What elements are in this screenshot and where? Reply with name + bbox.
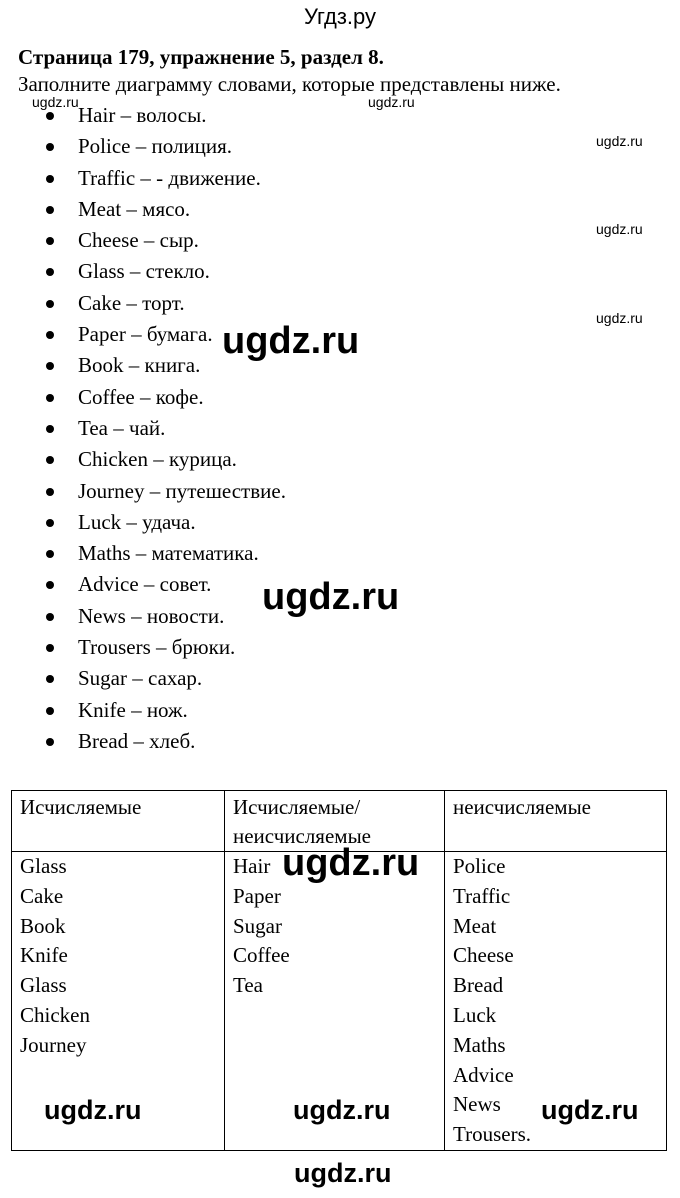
watermark: ugdz.ru (294, 1158, 392, 1188)
cell-word: Glass (20, 973, 67, 998)
list-item: Chicken – курица. (0, 444, 286, 475)
list-item: Cake – торт. (0, 288, 286, 319)
cell-word: Book (20, 913, 66, 938)
header-both: Исчисляемые/ неисчисляемые (225, 791, 445, 852)
bullet-icon (46, 644, 54, 652)
cell-word: Cake (20, 883, 64, 908)
bullet-icon (46, 394, 54, 402)
header-uncountable: неисчисляемые (445, 791, 667, 852)
bullet-icon (46, 331, 54, 339)
list-item: Police – полиция. (0, 131, 286, 162)
list-item: Traffic – - движение. (0, 163, 286, 194)
bullet-icon (46, 362, 54, 370)
bullet-icon (46, 175, 54, 183)
cell-word: Journey (20, 1032, 87, 1057)
list-item: Maths – математика. (0, 538, 286, 569)
bullet-icon (46, 206, 54, 214)
watermark: ugdz.ru (596, 133, 643, 149)
cell-word: Sugar (233, 913, 282, 938)
cell-word: Chicken (20, 1002, 90, 1027)
watermark: ugdz.ru (596, 221, 643, 237)
bullet-icon (46, 738, 54, 746)
list-item: Tea – чай. (0, 413, 286, 444)
cell-word: Luck (453, 1002, 497, 1027)
watermark: ugdz.ru (32, 94, 79, 110)
watermark: ugdz.ru (282, 842, 420, 884)
site-title: Угдз.ру (303, 4, 377, 29)
cell-word: Police (453, 854, 506, 878)
list-item: Trousers – брюки. (0, 632, 286, 663)
list-item: Cheese – сыр. (0, 225, 286, 256)
bullet-icon (46, 112, 54, 120)
cell-word: Knife (20, 943, 68, 968)
list-item: Book – книга. (0, 350, 286, 381)
cell-word: Cheese (453, 943, 514, 968)
bullet-icon (46, 707, 54, 715)
cell-word: Hair (233, 854, 271, 878)
list-item: Paper – бумага. (0, 319, 286, 350)
bullet-icon (46, 268, 54, 276)
list-item: Sugar – сахар. (0, 663, 286, 694)
watermark: ugdz.ru (44, 1095, 142, 1125)
list-item: Bread – хлеб. (0, 726, 286, 757)
cell-word: Maths (453, 1032, 506, 1057)
list-item: Advice – совет. (0, 569, 286, 600)
list-item: Meat – мясо. (0, 194, 286, 225)
cell-word: Trousers. (453, 1122, 531, 1147)
bullet-icon (46, 237, 54, 245)
list-item: Knife – нож. (0, 695, 286, 726)
header-countable: Исчисляемые (12, 791, 225, 852)
list-item: Journey – путешествие. (0, 476, 286, 507)
cell-word: Bread (453, 973, 504, 998)
watermark: ugdz.ru (262, 576, 400, 618)
bullet-icon (46, 550, 54, 558)
list-item: Coffee – кофе. (0, 382, 286, 413)
list-item: Hair – волосы. (0, 100, 286, 131)
cell-word: Paper (233, 883, 281, 908)
watermark: ugdz.ru (541, 1095, 639, 1125)
cell-word: Coffee (233, 943, 290, 968)
cell-word: Meat (453, 913, 497, 938)
list-item: Glass – стекло. (0, 256, 286, 287)
cell-word: Tea (233, 973, 264, 998)
bullet-icon (46, 613, 54, 621)
cell-word: News (453, 1092, 501, 1117)
exercise-instruction: Заполните диаграмму словами, которые представлены ниже. (18, 72, 561, 96)
watermark: ugdz.ru (368, 94, 415, 110)
list-item: News – новости. (0, 601, 286, 632)
exercise-heading: Страница 179, упражнение 5, раздел 8. (18, 45, 384, 69)
watermark: ugdz.ru (222, 320, 360, 362)
bullet-icon (46, 300, 54, 308)
list-item: Luck – удача. (0, 507, 286, 538)
bullet-icon (46, 143, 54, 151)
watermark: ugdz.ru (596, 310, 643, 326)
cell-word: Advice (453, 1062, 514, 1087)
cell-word: Traffic (453, 883, 511, 908)
bullet-icon (46, 675, 54, 683)
watermark: ugdz.ru (293, 1095, 391, 1125)
bullet-icon (46, 456, 54, 464)
bullet-icon (46, 425, 54, 433)
cell-word: Glass (20, 854, 67, 878)
bullet-icon (46, 488, 54, 496)
bullet-icon (46, 581, 54, 589)
bullet-icon (46, 519, 54, 527)
vocabulary-list (0, 100, 286, 757)
